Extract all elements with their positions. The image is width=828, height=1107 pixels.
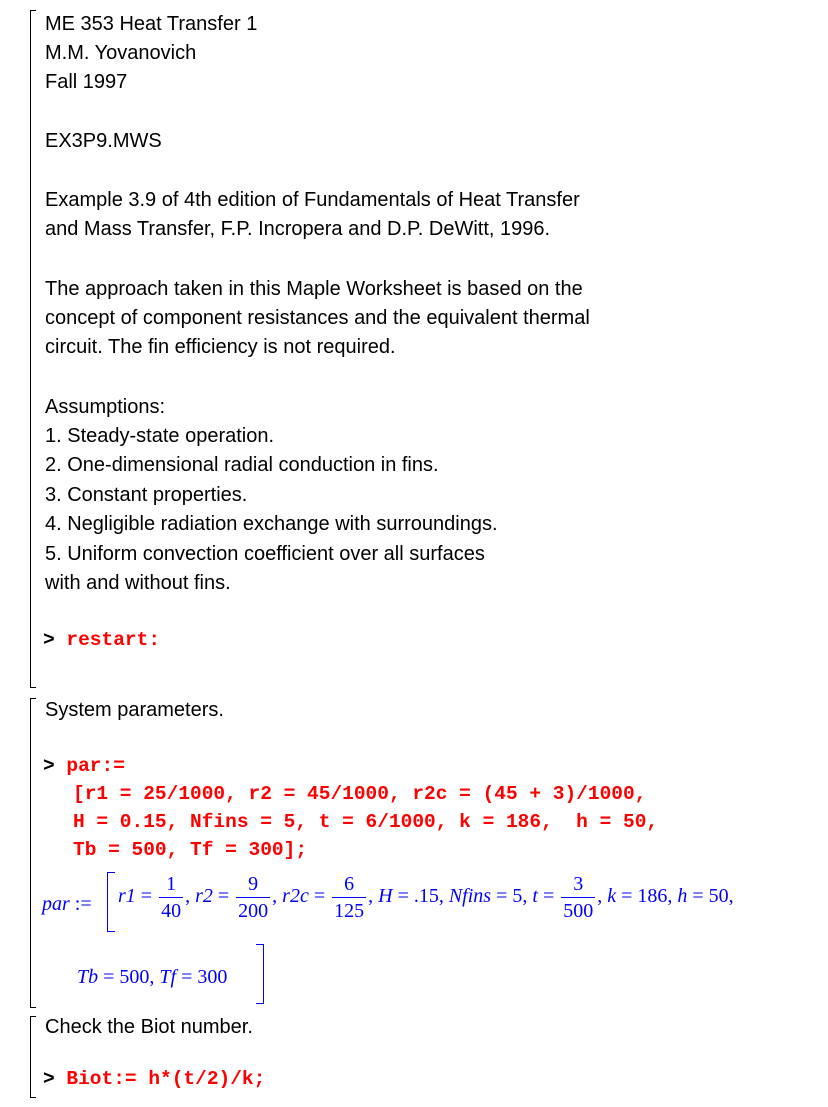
- approach-line-3: circuit. The fin efficiency is not required.: [45, 336, 396, 358]
- output-bracket-right: [256, 944, 264, 1004]
- course-title: ME 353 Heat Transfer 1: [45, 13, 258, 35]
- fraction-r2: $\frac{9}{200}$: [238, 873, 269, 922]
- assumption-item: 2. One-dimensional radial conduction in fins.: [45, 454, 439, 476]
- reference-line-2: and Mass Transfer, F.P. Incropera and D.P. DeWitt, 1996.: [45, 218, 551, 240]
- approach-line-2: concept of component resistances and the equivalent thermal: [45, 307, 590, 329]
- system-params-label: System parameters.: [45, 699, 224, 721]
- biot-label: Check the Biot number.: [45, 1016, 253, 1038]
- assumption-item: 5. Uniform convection coefficient over all surfaces: [45, 543, 485, 565]
- biot-group: [30, 1016, 266, 1098]
- restart-command[interactable]: restart:: [66, 629, 161, 651]
- biot-input[interactable]: > Biot:= h*(t/2)/k;: [43, 1068, 266, 1090]
- par-output-row: r1 = $\frac{1}{40}$ , r2 = $\frac{9}{200}$ , r2c = $\frac{6}{125}$ , H = .15, Nfins = 5, t = $\frac{3}{500}$ , k = 186, h = 50,: [118, 873, 734, 922]
- intro-group: [30, 10, 590, 688]
- fraction-t: $\frac{3}{500}$: [563, 873, 594, 922]
- assumption-item: 4. Negligible radiation exchange with surroundings.: [45, 513, 498, 535]
- assumptions-heading: Assumptions:: [45, 396, 166, 418]
- author: M.M. Yovanovich: [45, 42, 197, 64]
- par-input-line[interactable]: Tb = 500, Tf = 300];: [73, 839, 308, 861]
- output-bracket-left: [107, 872, 115, 932]
- fraction-r2c: $\frac{6}{125}$: [334, 873, 365, 922]
- assumption-item: 3. Constant properties.: [45, 484, 248, 506]
- par-input-line[interactable]: H = 0.15, Nfins = 5, t = 6/1000, k = 186, h = 50,: [73, 811, 659, 833]
- assumption-item: 1. Steady-state operation.: [45, 425, 275, 447]
- par-output-line-1: par :=: [42, 893, 92, 915]
- par-input-line[interactable]: > par:=: [43, 755, 125, 777]
- assumption-item: with and without fins.: [45, 572, 231, 594]
- filename: EX3P9.MWS: [45, 130, 162, 152]
- approach-line-1: The approach taken in this Maple Worksheet is based on the: [45, 278, 583, 300]
- par-input-line[interactable]: [r1 = 25/1000, r2 = 45/1000, r2c = (45 + 3)/1000,: [73, 783, 647, 805]
- prompt-symbol: >: [43, 755, 55, 777]
- reference-line-1: Example 3.9 of 4th edition of Fundamentals of Heat Transfer: [45, 189, 580, 211]
- restart-input[interactable]: [43, 626, 160, 654]
- prompt-symbol: >: [43, 1068, 55, 1090]
- par-output-line-2: Tb = 500, Tf = 300: [77, 966, 228, 988]
- fraction-r1: $\frac{1}{40}$: [161, 873, 182, 922]
- term: Fall 1997: [45, 71, 128, 93]
- prompt-symbol: >: [43, 629, 55, 651]
